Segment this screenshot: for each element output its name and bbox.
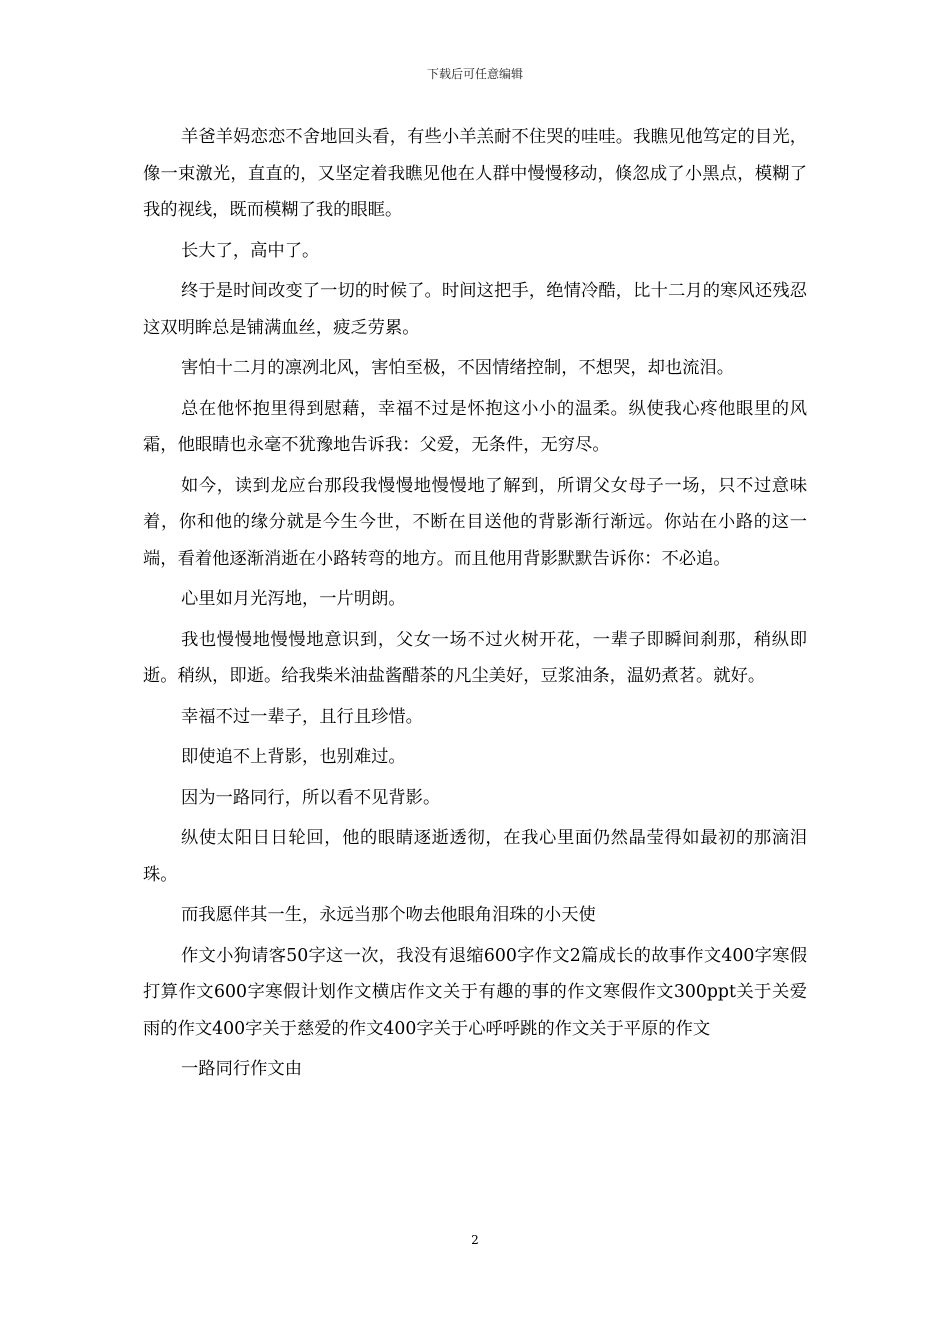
document-body bbox=[143, 119, 807, 1092]
paragraph: 心里如月光泻地，一片明朗。 bbox=[181, 589, 406, 609]
paragraph: 总在他怀抱里得到慰藉，幸福不过是怀抱这小小的温柔。纵使我心疼他眼里的风霜，他眼睛也永毫不犹豫地告诉我：父爱，无条件，无穷尽。 bbox=[143, 398, 807, 455]
page-number: 2 bbox=[471, 1233, 479, 1247]
paragraph: 作文小狗请客50字这一次，我没有退缩600字作文2篇成长的故事作文400字寒假打算作文600字寒假计划作文横店作文关于有趣的事的作文寒假作文300ppt关于关爱雨的作文400字关于慈爱的作文400字关于心呼呼跳的作文关于平原的作文 bbox=[143, 945, 807, 1039]
paragraph: 如今，读到龙应台那段我慢慢地慢慢地了解到，所谓父女母子一场，只不过意味着，你和他的缘分就是今生今世，不断在目送他的背影渐行渐远。你站在小路的这一端，看着他逐渐消逝在小路转弯的地方。而且他用背影默默告诉你：不必追。 bbox=[143, 475, 807, 569]
paragraph: 即使追不上背影，也别难过。 bbox=[181, 747, 406, 767]
paragraph: 一路同行作文由 bbox=[181, 1059, 302, 1079]
paragraph: 终于是时间改变了一切的时候了。时间这把手，绝情冷酷，比十二月的寒风还残忍这双明眸总是铺满血丝，疲乏劳累。 bbox=[143, 281, 807, 338]
paragraph: 长大了，高中了。 bbox=[181, 240, 320, 261]
paragraph: 而我愿伴其一生，永远当那个吻去他眼角泪珠的小天使 bbox=[181, 905, 596, 925]
paragraph: 羊爸羊妈恋恋不舍地回头看，有些小羊羔耐不住哭的哇哇。我瞧见他笃定的目光，像一束激光，直直的，又坚定着我瞧见他在人群中慢慢移动，倏忽成了小黑点，模糊了我的视线，既而模糊了我的眼眶。 bbox=[143, 127, 807, 220]
paragraph: 害怕十二月的凛冽北风，害怕至极，不因情绪控制，不想哭，却也流泪。 bbox=[181, 358, 735, 378]
page-header: 下载后可任意编辑 bbox=[426, 67, 523, 81]
paragraph: 纵使太阳日日轮回，他的眼睛逐逝透彻，在我心里面仍然晶莹得如最初的那滴泪珠。 bbox=[143, 828, 807, 885]
paragraph: 因为一路同行，所以看不见背影。 bbox=[181, 787, 441, 808]
paragraph: 幸福不过一辈子，且行且珍惜。 bbox=[181, 706, 423, 727]
paragraph: 我也慢慢地慢慢地意识到，父女一场不过火树开花，一辈子即瞬间刹那，稍纵即逝。稍纵，即逝。给我柴米油盐酱醋茶的凡尘美好，豆浆油条，温奶煮茗。就好。 bbox=[143, 629, 807, 686]
